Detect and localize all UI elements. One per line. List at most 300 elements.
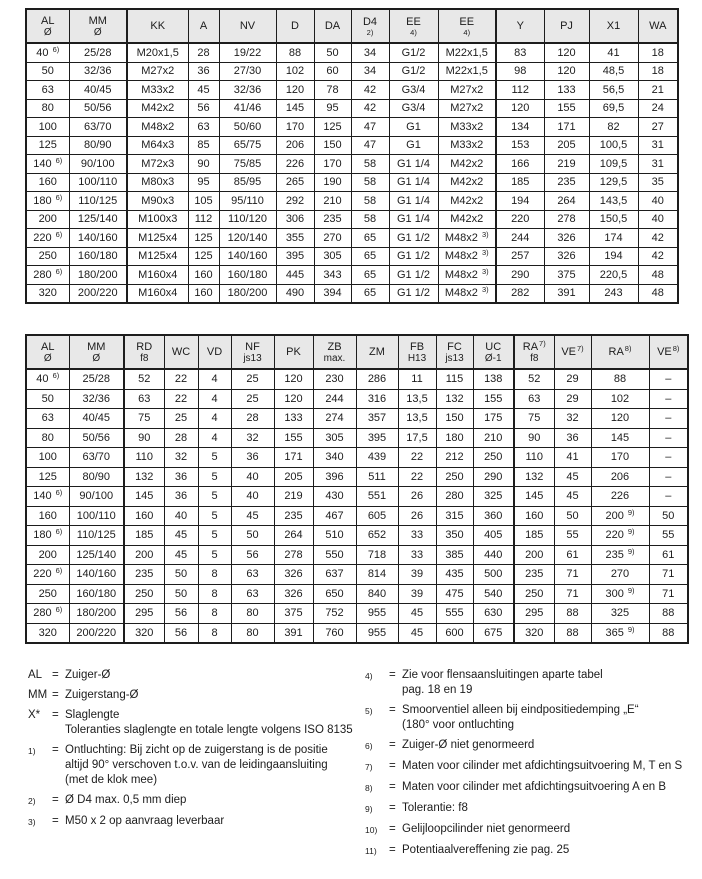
table-cell: 185 <box>514 526 554 546</box>
column-header: AL Ø <box>26 9 69 43</box>
table-cell: 286 <box>356 369 398 389</box>
footnote-marker: 1) <box>28 746 36 756</box>
footnote-marker: AL <box>28 669 43 681</box>
header-row <box>26 335 688 369</box>
column-header: DA <box>314 9 351 43</box>
table-cell: 100 <box>26 118 69 137</box>
table-row <box>26 565 688 585</box>
table-cell: 180/200 <box>69 266 127 285</box>
table-cell: 22 <box>398 467 436 487</box>
table-cell: 140/160 <box>69 229 127 248</box>
table-cell: 40 $^{6)}$ <box>26 369 69 389</box>
table-cell: G1/2 <box>389 62 438 81</box>
table-cell: 40 <box>164 506 198 526</box>
table-cell: 45 <box>398 604 436 624</box>
table-cell: 375 <box>274 604 313 624</box>
equals-sign: = <box>389 781 396 793</box>
column-header: NV <box>219 9 276 43</box>
table-cell: 200 <box>514 545 554 565</box>
table-cell: 28 <box>231 409 274 429</box>
table-cell: 140/160 <box>69 565 124 585</box>
table-cell: 343 <box>314 266 351 285</box>
table-cell: 90/100 <box>69 155 127 174</box>
table-cell: 125 <box>188 247 219 266</box>
column-header: VE$^{7)}$ <box>554 335 591 369</box>
table-cell: M48x2 $^{3)}$ <box>438 284 496 303</box>
table-cell: 100,5 <box>589 136 638 155</box>
footnote-item <box>365 843 687 859</box>
table-cell: – <box>649 467 688 487</box>
table-cell: G1 1/4 <box>389 173 438 192</box>
table-cell: 257 <box>496 247 544 266</box>
table-cell: 170 <box>591 448 649 468</box>
table-cell: 110/125 <box>69 526 124 546</box>
footnote-reference: 6) <box>55 155 63 165</box>
table-cell: 42 <box>351 81 389 100</box>
column-header: KK <box>127 9 188 43</box>
column-header: RA$^{8)}$ <box>591 335 649 369</box>
table-cell: 50/60 <box>219 118 276 137</box>
table-cell: 80 <box>26 99 69 118</box>
footnote-text <box>65 708 363 738</box>
column-header: X1 <box>589 9 638 43</box>
table-cell: 760 <box>313 623 356 643</box>
table-cell: 391 <box>544 284 589 303</box>
table-row <box>26 604 688 624</box>
table-cell: 95 <box>188 173 219 192</box>
column-header: PJ <box>544 9 589 43</box>
table-cell: M48x2 <box>127 118 188 137</box>
table-cell: M42x2 <box>438 192 496 211</box>
table-cell: 52 <box>124 369 164 389</box>
table-cell: 194 <box>496 192 544 211</box>
column-header: ZM <box>356 335 398 369</box>
footnote-line: M50 x 2 op aanvraag leverbaar <box>65 815 225 827</box>
table-cell: 153 <box>496 136 544 155</box>
table-cell: 48 <box>638 266 678 285</box>
table-cell: 52 <box>514 369 554 389</box>
footnote-item <box>365 822 687 838</box>
table-cell: 250 <box>473 448 514 468</box>
table-cell: 24 <box>638 99 678 118</box>
table-cell: 160/180 <box>219 266 276 285</box>
table-cell: 955 <box>356 604 398 624</box>
table-row <box>26 266 678 285</box>
table-cell: 250 <box>436 467 473 487</box>
table-cell: 180/200 <box>219 284 276 303</box>
footnotes-section <box>25 668 687 864</box>
table-cell: 129,5 <box>589 173 638 192</box>
table-cell: 55 <box>554 526 591 546</box>
footnote-item <box>28 708 363 738</box>
table-cell: 41 <box>554 448 591 468</box>
table-cell: 150 <box>314 136 351 155</box>
table-cell: M160x4 <box>127 266 188 285</box>
table-cell: 75 <box>124 409 164 429</box>
table-cell: 88 <box>649 604 688 624</box>
table-cell: 445 <box>276 266 314 285</box>
table-cell: 18 <box>638 43 678 62</box>
table-cell: 63/70 <box>69 448 124 468</box>
table-cell: 88 <box>276 43 314 62</box>
table-row <box>26 229 678 248</box>
table-cell: 58 <box>351 173 389 192</box>
table-cell: 160 <box>26 173 69 192</box>
table-cell: 39 <box>398 584 436 604</box>
table-cell: 220 $^{6)}$ <box>26 229 69 248</box>
table-cell: 206 <box>591 467 649 487</box>
table-row <box>26 210 678 229</box>
table-cell: 25 <box>164 409 198 429</box>
table-cell: 230 <box>313 369 356 389</box>
table-cell: 226 <box>276 155 314 174</box>
table-cell: 65 <box>351 266 389 285</box>
table-cell: 98 <box>496 62 544 81</box>
table-cell: – <box>649 487 688 507</box>
table-row <box>26 369 688 389</box>
table-row <box>26 173 678 192</box>
table-cell: 90 <box>188 155 219 174</box>
footnote-item <box>365 703 687 733</box>
table-cell: 47 <box>351 136 389 155</box>
table-cell: 120 <box>274 389 313 409</box>
table-cell: 385 <box>436 545 473 565</box>
footnotes-left-column <box>25 668 363 864</box>
table-cell: 88 <box>649 623 688 643</box>
table-row <box>26 43 678 62</box>
table-row <box>26 192 678 211</box>
footnote-line: Gelijloopcilinder niet genormeerd <box>402 823 571 835</box>
table-cell: 120 <box>544 43 589 62</box>
table-cell: 100/110 <box>69 173 127 192</box>
table-cell: 326 <box>544 229 589 248</box>
footnote-reference: 3) <box>481 266 489 276</box>
column-header: NF js13 <box>231 335 274 369</box>
table-cell: 170 <box>276 118 314 137</box>
table-cell: 125 <box>26 467 69 487</box>
table-row <box>26 623 688 643</box>
table-cell: 95/110 <box>219 192 276 211</box>
table-cell: 102 <box>276 62 314 81</box>
table-cell: 125 <box>26 136 69 155</box>
table-cell: 80/90 <box>69 467 124 487</box>
table-cell: 100/110 <box>69 506 124 526</box>
table-cell: 58 <box>351 210 389 229</box>
table-cell: 8 <box>198 565 231 585</box>
table-cell: 45 <box>231 506 274 526</box>
table-cell: 95 <box>314 99 351 118</box>
table-cell: 90 <box>514 428 554 448</box>
table-cell: 32 <box>231 428 274 448</box>
table-cell: 467 <box>313 506 356 526</box>
table-cell: – <box>649 448 688 468</box>
footnote-marker: MM <box>28 689 48 701</box>
table-cell: 29 <box>554 389 591 409</box>
footnote-reference: 6) <box>55 605 63 615</box>
table-row <box>26 99 678 118</box>
footnote-text <box>65 668 363 683</box>
table-cell: 175 <box>473 409 514 429</box>
footnote-item <box>365 780 687 796</box>
table-cell: 250 <box>26 584 69 604</box>
table-cell: 133 <box>544 81 589 100</box>
table-cell: 115 <box>436 369 473 389</box>
table-cell: 63 <box>26 409 69 429</box>
table-cell: 63 <box>124 389 164 409</box>
table-cell: 243 <box>589 284 638 303</box>
column-header: Y <box>496 9 544 43</box>
table-cell: 194 <box>589 247 638 266</box>
table-cell: 34 <box>351 43 389 62</box>
footnote-marker: X* <box>28 709 41 721</box>
table-cell: 250 <box>124 584 164 604</box>
table-cell: 350 <box>436 526 473 546</box>
table-cell: 155 <box>274 428 313 448</box>
footnote-line: Toleranties slaglengte en totale lengte volgens ISO 8135 <box>65 724 353 736</box>
table-cell: 5 <box>198 506 231 526</box>
table-cell: 282 <box>496 284 544 303</box>
equals-sign: = <box>389 844 396 856</box>
table-cell: 320 <box>514 623 554 643</box>
table-cell: 180 $^{6)}$ <box>26 526 69 546</box>
table-cell: 25 <box>231 389 274 409</box>
table-cell: 630 <box>473 604 514 624</box>
footnote-text <box>402 668 687 698</box>
footnote-reference: 8) <box>624 344 632 353</box>
table-cell: 26 <box>398 506 436 526</box>
table-cell: 600 <box>436 623 473 643</box>
table-cell: 4 <box>198 389 231 409</box>
table-cell: G3/4 <box>389 99 438 118</box>
table-cell: 56,5 <box>589 81 638 100</box>
table-row <box>26 247 678 266</box>
table-cell: 27 <box>638 118 678 137</box>
table-cell: M22x1,5 <box>438 62 496 81</box>
table-cell: 355 <box>276 229 314 248</box>
table-cell: 170 <box>314 155 351 174</box>
table-cell: M48x2 $^{3)}$ <box>438 266 496 285</box>
column-header: VE$^{8)}$ <box>649 335 688 369</box>
table-cell: 219 <box>274 487 313 507</box>
table-cell: 45 <box>398 623 436 643</box>
footnote-item <box>365 738 687 754</box>
table-cell: 235 <box>514 565 554 585</box>
table-cell: 200 <box>26 545 69 565</box>
table-cell: 145 <box>514 487 554 507</box>
table-cell: 140 $^{6)}$ <box>26 155 69 174</box>
footnote-text <box>65 743 363 788</box>
table-cell: 396 <box>313 467 356 487</box>
table-cell: 132 <box>124 467 164 487</box>
table-cell: 220 $^{6)}$ <box>26 565 69 585</box>
table-cell: 65/75 <box>219 136 276 155</box>
table-cell: 206 <box>276 136 314 155</box>
table-cell: 32/36 <box>69 62 127 81</box>
table-cell: 180/200 <box>69 604 124 624</box>
table-cell: 56 <box>164 623 198 643</box>
table-cell: 160 <box>514 506 554 526</box>
table-cell: 32/36 <box>69 389 124 409</box>
table-cell: – <box>649 389 688 409</box>
table-cell: G1 1/4 <box>389 210 438 229</box>
footnote-text <box>402 822 687 838</box>
table-row <box>26 118 678 137</box>
table-cell: 112 <box>496 81 544 100</box>
footnote-item <box>28 743 363 788</box>
footnote-reference: 6) <box>55 488 63 498</box>
table-cell: 171 <box>544 118 589 137</box>
table-cell: 50/56 <box>69 99 127 118</box>
table-cell: 85/95 <box>219 173 276 192</box>
equals-sign: = <box>389 823 396 835</box>
table-cell: 391 <box>274 623 313 643</box>
table-cell: 160 <box>124 506 164 526</box>
table-cell: – <box>649 369 688 389</box>
table-cell: M90x3 <box>127 192 188 211</box>
table-cell: 65 <box>351 247 389 266</box>
header-row <box>26 9 678 43</box>
table-cell: 190 <box>314 173 351 192</box>
table-cell: G1 1/2 <box>389 284 438 303</box>
table-cell: 752 <box>313 604 356 624</box>
cylinder-dimensions-table-bottom <box>25 334 689 644</box>
table-cell: 305 <box>313 428 356 448</box>
column-header: AL Ø <box>26 335 69 369</box>
table-cell: 31 <box>638 136 678 155</box>
footnote-line: Slaglengte <box>65 709 120 721</box>
table-cell: 50 <box>649 506 688 526</box>
footnote-marker: 11) <box>365 846 377 856</box>
footnote-reference: 7) <box>539 338 546 348</box>
table-cell: 22 <box>164 389 198 409</box>
table-cell: 219 <box>544 155 589 174</box>
table-cell: 8 <box>198 623 231 643</box>
table-cell: 42 <box>351 99 389 118</box>
table-cell: 160/180 <box>69 247 127 266</box>
table-cell: 220 <box>496 210 544 229</box>
footnote-line: Zuiger-Ø niet genormeerd <box>402 739 535 751</box>
table-cell: 274 <box>313 409 356 429</box>
table-cell: 109,5 <box>589 155 638 174</box>
table-cell: 305 <box>314 247 351 266</box>
column-header: MM Ø <box>69 335 124 369</box>
table-cell: 34 <box>351 62 389 81</box>
table-cell: 395 <box>356 428 398 448</box>
table-cell: 134 <box>496 118 544 137</box>
table-cell: 71 <box>554 565 591 585</box>
footnote-reference: 6) <box>55 566 63 576</box>
table-cell: 278 <box>274 545 313 565</box>
table-cell: 340 <box>313 448 356 468</box>
table-cell: 80 <box>231 604 274 624</box>
table-cell: 205 <box>274 467 313 487</box>
table-cell: 490 <box>276 284 314 303</box>
table-cell: M125x4 <box>127 247 188 266</box>
table-cell: 5 <box>198 545 231 565</box>
table-cell: 90 <box>124 428 164 448</box>
table-cell: 440 <box>473 545 514 565</box>
table-cell: 50/56 <box>69 428 124 448</box>
table-cell: 250 <box>514 584 554 604</box>
table-cell: M27x2 <box>127 62 188 81</box>
table-cell: 40 <box>231 467 274 487</box>
table-cell: 718 <box>356 545 398 565</box>
table-cell: 88 <box>554 604 591 624</box>
table-row <box>26 409 688 429</box>
table-cell: 160 <box>26 506 69 526</box>
table-cell: 110/125 <box>69 192 127 211</box>
table-row <box>26 81 678 100</box>
table-cell: 220 $^{9)}$ <box>591 526 649 546</box>
table-cell: 71 <box>649 565 688 585</box>
table-cell: 21 <box>638 81 678 100</box>
table-cell: 32/36 <box>219 81 276 100</box>
table-cell: 160 <box>188 266 219 285</box>
table-cell: 13,5 <box>398 409 436 429</box>
table-cell: 110/120 <box>219 210 276 229</box>
table-cell: 405 <box>473 526 514 546</box>
table-cell: 155 <box>544 99 589 118</box>
equals-sign: = <box>52 744 59 756</box>
table-cell: 45 <box>188 81 219 100</box>
table-cell: 185 <box>124 526 164 546</box>
table-cell: 18 <box>638 62 678 81</box>
table-cell: 25/28 <box>69 369 124 389</box>
footnote-reference: 6) <box>55 527 63 537</box>
table-cell: 290 <box>473 467 514 487</box>
table-cell: 326 <box>274 565 313 585</box>
table-cell: 110 <box>124 448 164 468</box>
table-cell: 56 <box>164 604 198 624</box>
footnote-item <box>28 793 363 809</box>
equals-sign: = <box>389 760 396 772</box>
column-header: D <box>276 9 314 43</box>
table-cell: 605 <box>356 506 398 526</box>
table-cell: 325 <box>473 487 514 507</box>
table-cell: 210 <box>473 428 514 448</box>
column-header: PK <box>274 335 313 369</box>
table-cell: 63 <box>231 584 274 604</box>
table-cell: 244 <box>496 229 544 248</box>
table-cell: 143,5 <box>589 192 638 211</box>
table-cell: 71 <box>649 584 688 604</box>
table-cell: 4 <box>198 369 231 389</box>
footnote-marker: 5) <box>365 706 373 716</box>
table-cell: 290 <box>496 266 544 285</box>
table-cell: 56 <box>188 99 219 118</box>
footnote-reference: 8) <box>672 344 680 353</box>
column-header: FB H13 <box>398 335 436 369</box>
table-cell: M22x1,5 <box>438 43 496 62</box>
table-cell: 8 <box>198 584 231 604</box>
table-cell: 250 <box>26 247 69 266</box>
table-cell: 88 <box>591 369 649 389</box>
table-cell: 112 <box>188 210 219 229</box>
table-cell: 120 <box>591 409 649 429</box>
table-cell: 50 <box>554 506 591 526</box>
table-cell: 80/90 <box>69 136 127 155</box>
table-cell: 500 <box>473 565 514 585</box>
table-cell: 675 <box>473 623 514 643</box>
table-cell: 315 <box>436 506 473 526</box>
table-cell: 200 $^{9)}$ <box>591 506 649 526</box>
table-cell: 326 <box>544 247 589 266</box>
table-cell: G3/4 <box>389 81 438 100</box>
footnote-marker: 7) <box>365 762 373 772</box>
column-header: MM Ø <box>69 9 127 43</box>
footnote-reference: 9) <box>627 546 635 556</box>
table-cell: 235 $^{9)}$ <box>591 545 649 565</box>
